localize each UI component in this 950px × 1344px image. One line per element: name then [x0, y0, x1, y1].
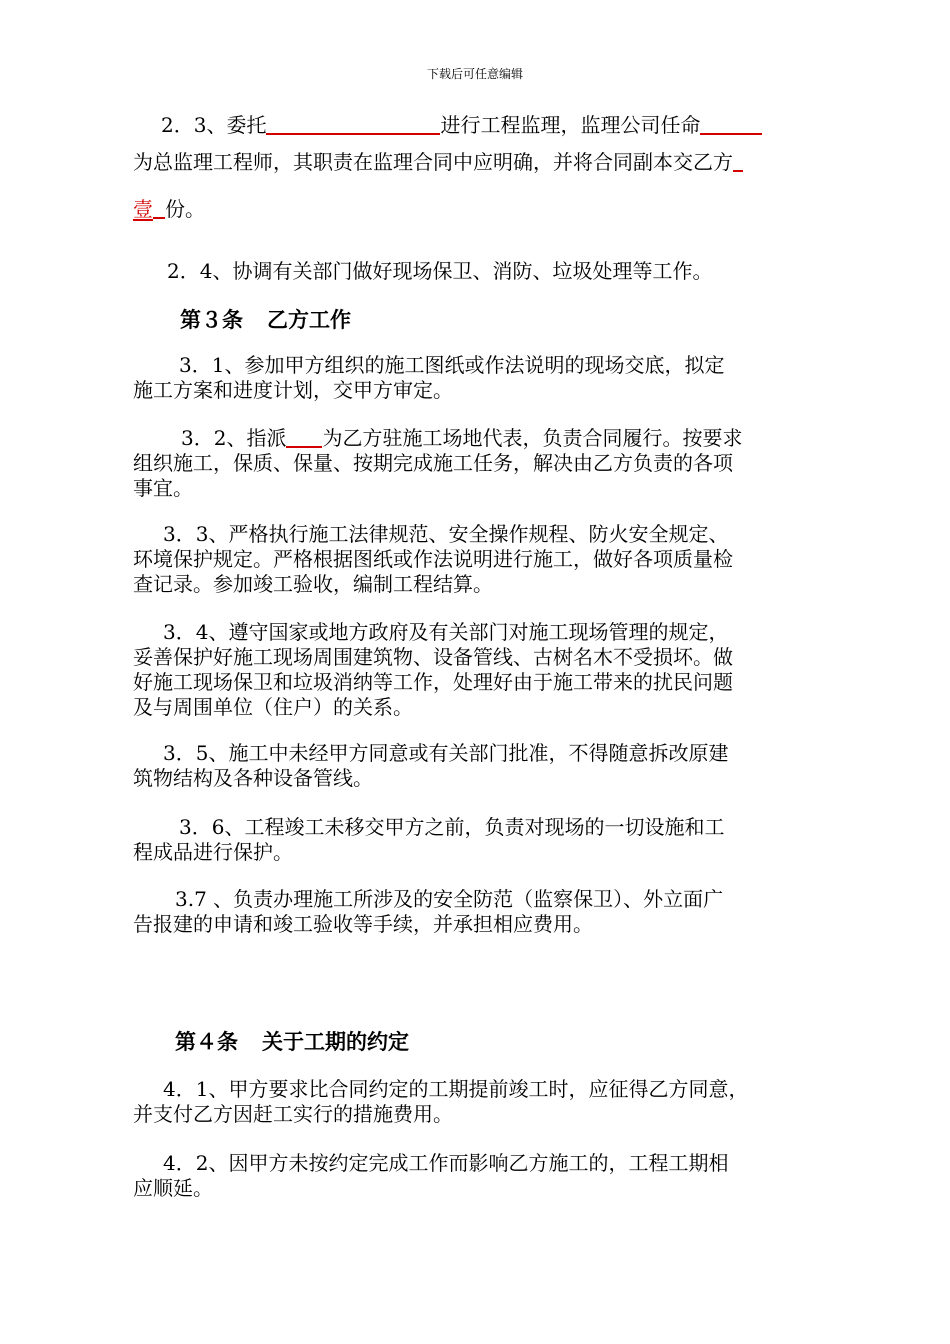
- site-representative-blank[interactable]: [286, 426, 322, 448]
- clause-4-2-line-1: 4．2、因甲方未按约定完成工作而影响乙方施工的，工程工期相: [163, 1151, 729, 1175]
- clause-3-4-line-2: 妥善保护好施工现场周围建筑物、设备管线、古树名木不受损坏。做: [133, 645, 733, 669]
- clause-3-2: [133, 426, 823, 501]
- clause-2-3: [133, 113, 823, 222]
- clause-3-2-pre: 3．2、指派: [181, 426, 287, 450]
- clause-3-1-line-2: 施工方案和进度计划，交甲方审定。: [133, 378, 453, 402]
- section-4-number: 第４条: [175, 1029, 238, 1054]
- clause-4-2: [133, 1151, 823, 1201]
- clause-3-4-line-1: 3．4、遵守国家或地方政府及有关部门对施工现场管理的规定，: [163, 620, 729, 644]
- section-4-heading: [175, 1029, 409, 1055]
- copies-blank-trail: [153, 197, 165, 219]
- supervision-company-blank[interactable]: [266, 113, 440, 135]
- section-3-number: 第３条: [180, 307, 243, 332]
- clause-3-4: [133, 620, 823, 720]
- clause-3-7: [133, 887, 823, 937]
- clause-2-4-line-1: 2．4、协调有关部门做好现场保卫、消防、垃圾处理等工作。: [167, 259, 713, 283]
- clause-2-3-line-2: [133, 150, 823, 175]
- clause-2-3-line-3: [133, 197, 823, 222]
- clause-2-3-tail: 份。: [165, 197, 205, 221]
- clause-3-6-line-1: 3．6、工程竣工未移交甲方之前，负责对现场的一切设施和工: [179, 815, 725, 839]
- clause-3-4-line-4: 及与周围单位（住户）的关系。: [133, 695, 413, 719]
- clause-3-3-line-2: 环境保护规定。严格根据图纸或作法说明进行施工，做好各项质量检: [133, 547, 733, 571]
- section-3-title: 乙方工作: [267, 307, 351, 332]
- section-4-title: 关于工期的约定: [262, 1029, 409, 1054]
- clause-4-1-line-2: 并支付乙方因赶工实行的措施费用。: [133, 1102, 453, 1126]
- clause-3-2-line-3: 事宜。: [133, 476, 193, 500]
- section-3-heading: [180, 307, 351, 333]
- clause-2-3-line-1: [133, 113, 823, 138]
- copies-blank-lead[interactable]: [733, 150, 743, 172]
- clause-3-1: [133, 353, 823, 403]
- clause-3-2-line-1: [133, 426, 823, 451]
- clause-3-5: [133, 741, 823, 791]
- clause-3-6: [133, 815, 823, 865]
- clause-3-1-line-1: 3．1、参加甲方组织的施工图纸或作法说明的现场交底，拟定: [179, 353, 725, 377]
- clause-3-7-line-2: 告报建的申请和竣工验收等手续，并承担相应费用。: [133, 912, 593, 936]
- clause-3-2-line-2: 组织施工，保质、保量、按期完成施工任务，解决由乙方负责的各项: [133, 451, 733, 475]
- clause-2-3-number: 2．3、: [161, 113, 227, 137]
- clause-2-4: [133, 259, 823, 284]
- clause-2-3-pre: 委托: [226, 113, 267, 137]
- clause-3-6-line-2: 程成品进行保护。: [133, 840, 293, 864]
- clause-4-1-line-1: 4．1、甲方要求比合同约定的工期提前竣工时，应征得乙方同意，: [163, 1077, 749, 1101]
- clause-3-5-line-2: 筑物结构及各种设备管线。: [133, 766, 373, 790]
- copies-count: 壹: [133, 197, 153, 221]
- clause-3-3: [133, 522, 823, 597]
- page-header: 下载后可任意编辑: [426, 67, 523, 81]
- clause-3-4-line-3: 好施工现场保卫和垃圾消纳等工作，处理好由于施工带来的扰民问题: [133, 670, 733, 694]
- clause-3-3-line-1: 3．3、严格执行施工法律规范、安全操作规程、防火安全规定、: [163, 522, 729, 546]
- clause-2-3-line-2-text: 为总监理工程师，其职责在监理合同中应明确，并将合同副本交乙方: [133, 150, 733, 174]
- chief-engineer-blank[interactable]: [700, 113, 762, 135]
- clause-3-5-line-1: 3．5、施工中未经甲方同意或有关部门批准，不得随意拆改原建: [163, 741, 729, 765]
- clause-4-1: [133, 1077, 823, 1127]
- clause-3-7-line-1: 3.7 、负责办理施工所涉及的安全防范（监察保卫）、外立面广: [175, 887, 724, 911]
- clause-2-3-mid: 进行工程监理，监理公司任命: [440, 113, 701, 137]
- clause-4-2-line-2: 应顺延。: [133, 1176, 213, 1200]
- clause-3-2-post: 为乙方驻施工场地代表，负责合同履行。按要求: [322, 426, 743, 450]
- clause-3-3-line-3: 查记录。参加竣工验收，编制工程结算。: [133, 572, 493, 596]
